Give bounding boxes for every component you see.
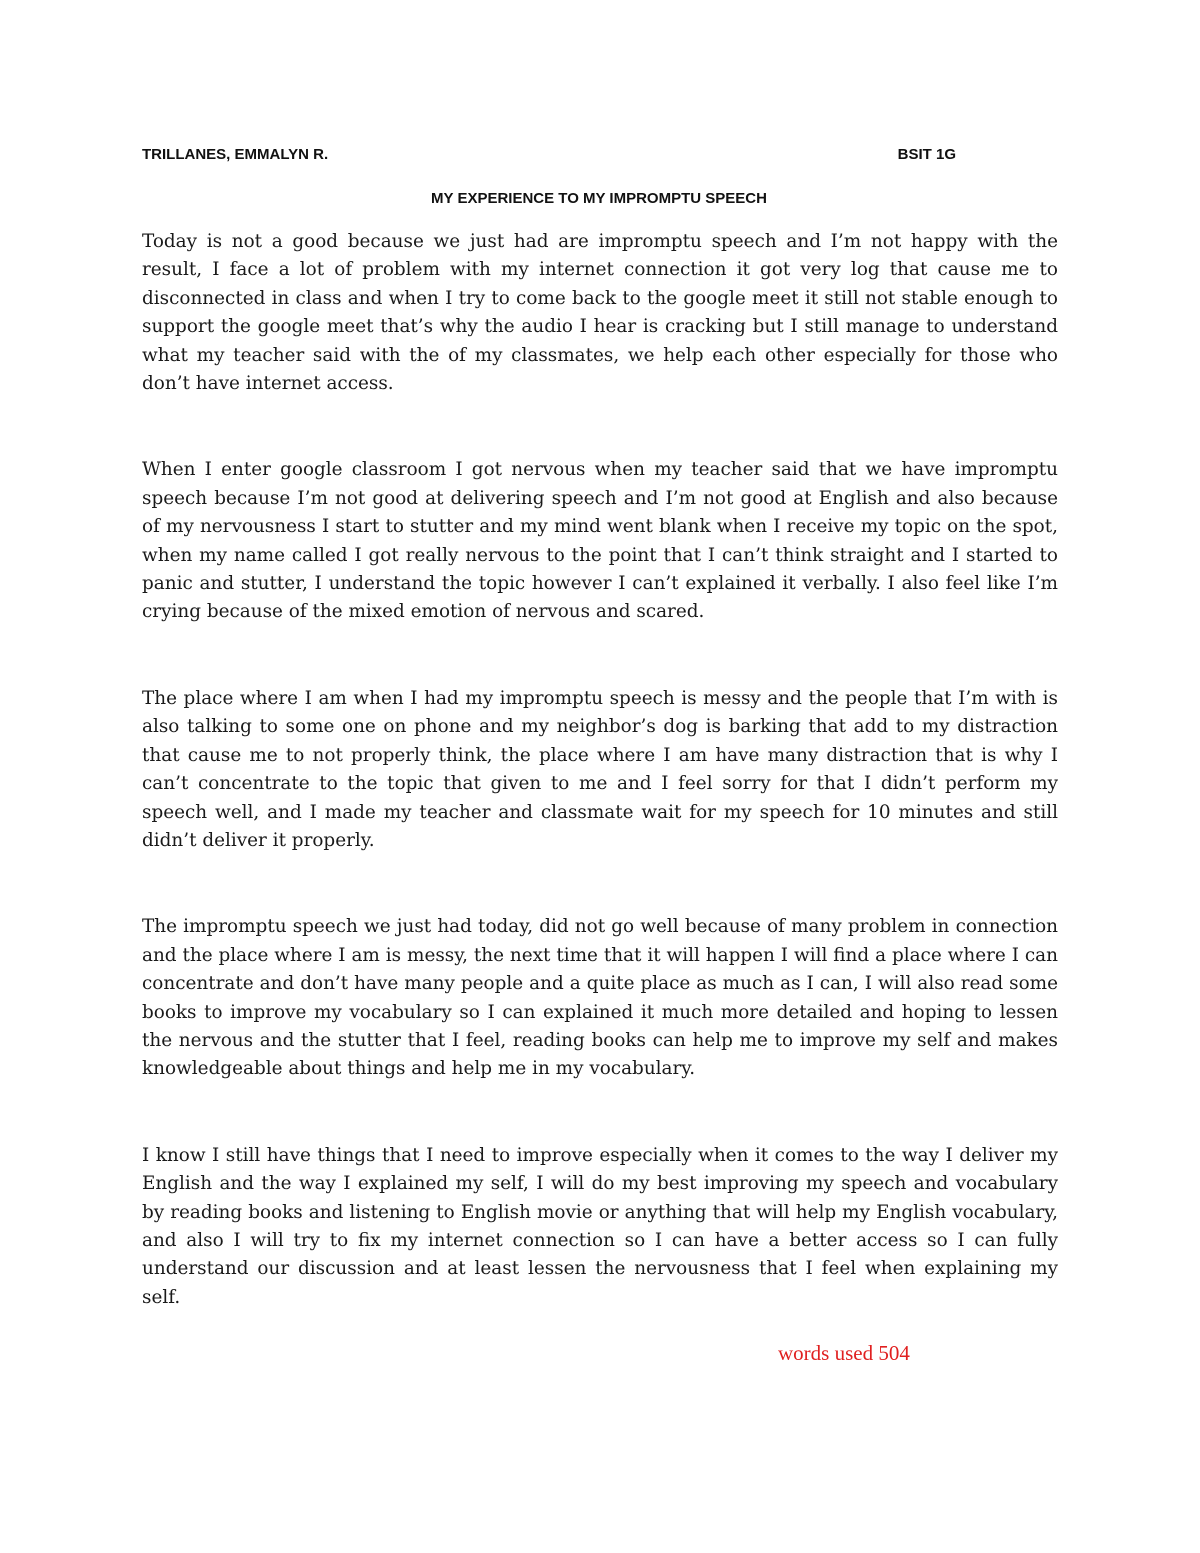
paragraph-3: The place where I am when I had my impromptu speech is messy and the people that I’m with is also talking to some one on phone and my neighbor’s dog is barking that add to my distraction that cause me to not properly think, the place where I am have many distraction that is why I can’t concentrate to the topic that given to me and I feel sorry for that I didn’t perform my speech well, and I made my teacher and classmate wait for my speech for 10 minutes and still didn’t deliver it properly. — [142, 687, 1058, 851]
paragraph-5: I know I still have things that I need to improve especially when it comes to the way I deliver my English and the way I explained my self, I will do my best improving my speech and vocabulary by reading books and listening to English movie or anything that will help my English vocabulary, and also I will try to fix my internet connection so I can have a better access so I can fully understand our discussion and at least lessen the nervousness that I feel when explaining my self. — [142, 1144, 1058, 1308]
essay-body — [142, 228, 1058, 1312]
document-header — [142, 146, 956, 170]
paragraph-4: The impromptu speech we just had today, did not go well because of many problem in connection and the place where I am is messy, the next time that it will happen I will find a place where I can concentrate and don’t have many people and a quite place as much as I can, I will also read some books to improve my vocabulary so I can explained it much more detailed and hoping to lessen the nervous and the stutter that I feel, reading books can help me to improve my self and makes knowledgeable about things and help me in my vocabulary. — [142, 916, 1058, 1080]
paragraph-1: Today is not a good because we just had are impromptu speech and I’m not happy with the result, I face a lot of problem with my internet connection it got very log that cause me to disconnected in class and when I try to come back to the google meet it still not stable enough to support the google meet that’s why the audio I hear is cracking but I still manage to understand what my teacher said with the of my classmates, we help each other especially for those who don’t have internet access. — [142, 231, 1058, 395]
student-name: TRILLANES, EMMALYN R. — [142, 146, 329, 163]
paragraph-2: When I enter google classroom I got nervous when my teacher said that we have impromptu speech because I’m not good at delivering speech and I’m not good at English and also because of my nervousness I start to stutter and my mind went blank when I receive my topic on the spot, when my name called I got really nervous to the point that I can’t think straight and I started to panic and stutter, I understand the topic however I can’t explained it verbally. I also feel like I’m crying because of the mixed emotion of nervous and scared. — [142, 459, 1058, 623]
document-title: MY EXPERIENCE TO MY IMPROMPTU SPEECH — [431, 190, 767, 207]
class-section: BSIT 1G — [897, 146, 956, 163]
word-count-note: words used 504 — [778, 1341, 910, 1365]
